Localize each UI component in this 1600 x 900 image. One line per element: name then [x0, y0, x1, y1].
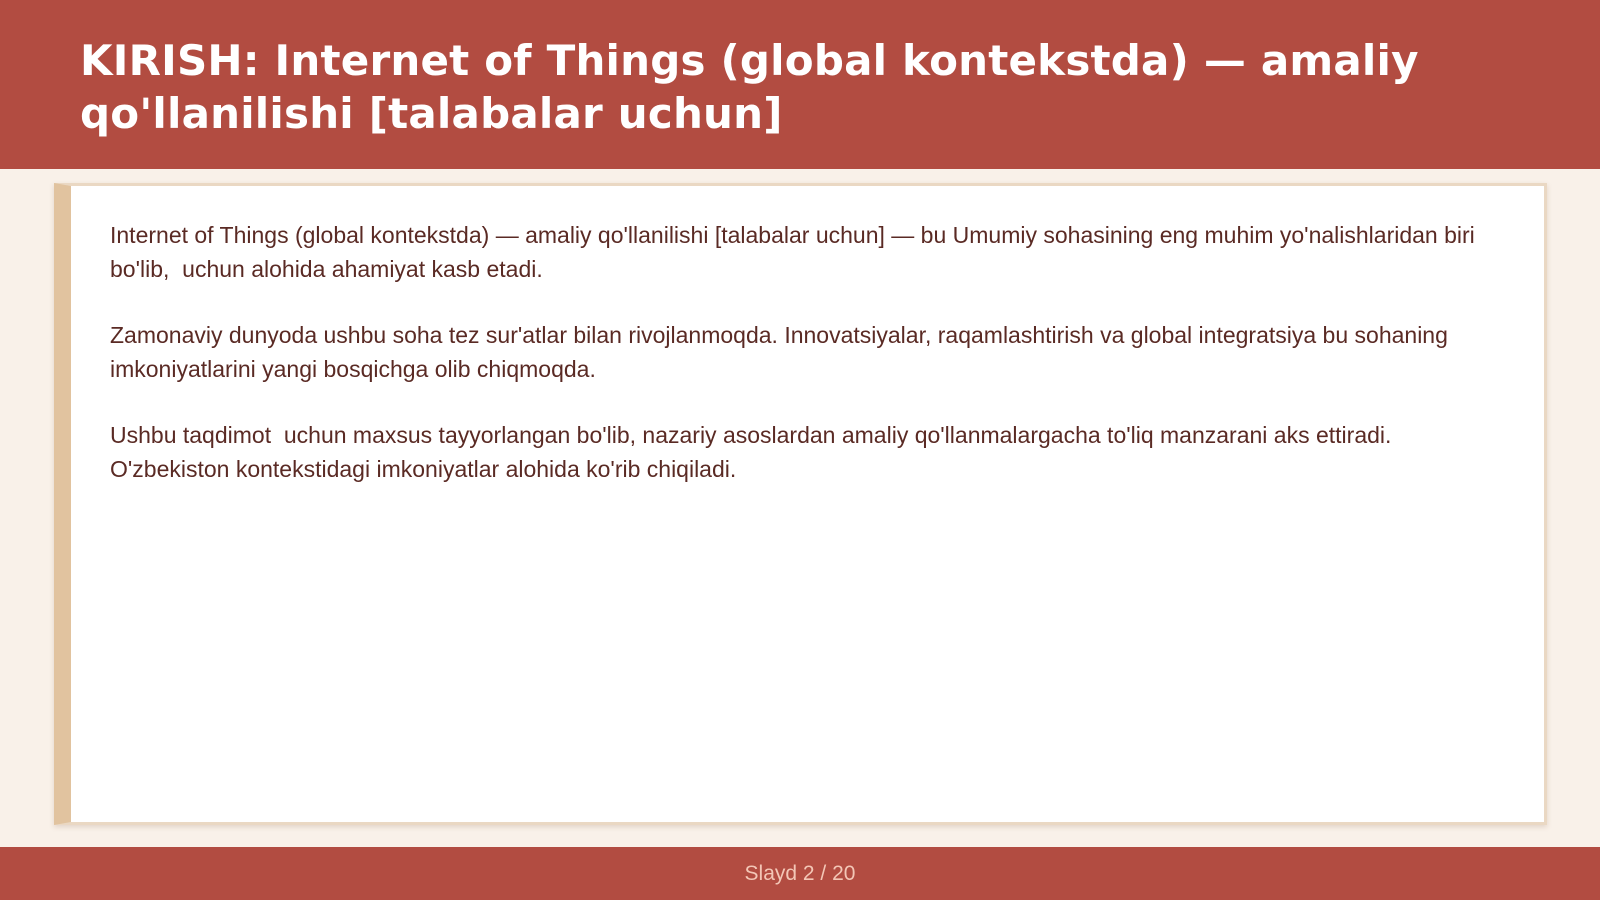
slide-footer	[0, 847, 1600, 900]
content-card	[54, 183, 1547, 825]
intro-paragraph: Internet of Things (global kontekstda) — amaliy qo'llanilishi [talabalar uchun] — bu Umumiy sohasining eng muhim yo'nalishlaridan biri bo'lib, uchun alohida ahamiyat kasb etadi.	[110, 222, 1482, 282]
slide-counter: Slayd 2 / 20	[744, 861, 856, 885]
slide-title: KIRISH: Internet of Things (global kontekstda) — amaliy qo'llanilishi [talabalar uchun]	[80, 36, 1419, 138]
modern-world-paragraph: Zamonaviy dunyoda ushbu soha tez sur'atlar bilan rivojlanmoqda. Innovatsiyalar, raqamlashtirish va global integratsiya bu sohaning imkoniyatlarini yangi bosqichga olib chiqmoqda.	[110, 322, 1455, 382]
presentation-purpose-paragraph: Ushbu taqdimot uchun maxsus tayyorlangan bo'lib, nazariy asoslardan amaliy qo'llanmalargacha to'liq manzarani aks ettiradi. O'zbekiston kontekstidagi imkoniyatlar alohida ko'rib chiqiladi.	[110, 422, 1398, 482]
slide-header	[0, 0, 1600, 169]
